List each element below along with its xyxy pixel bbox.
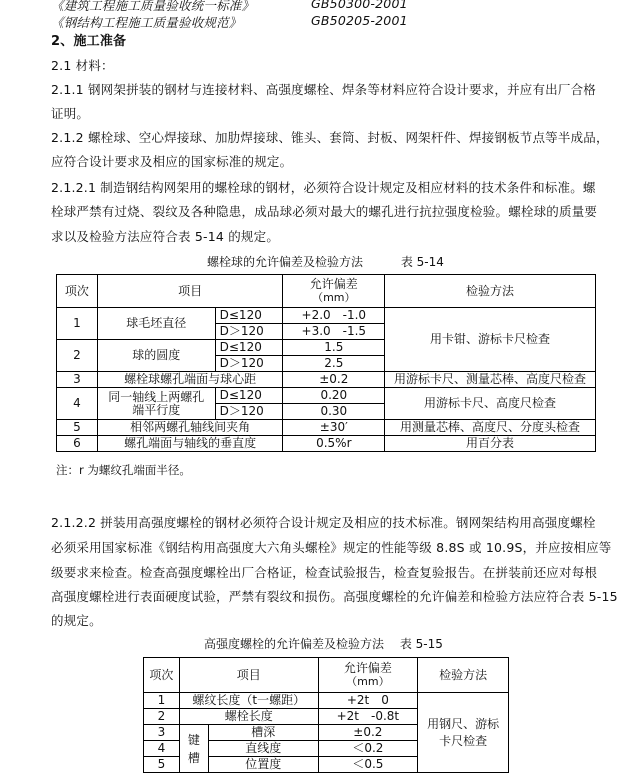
table-row: D＞120 +3.0 -1.5 — [57, 324, 596, 340]
paragraph-2-1-2-2-line1: 2.1.2.2 拼装用高强度螺栓的钢材必须符合设计规定及相应的技术标准。钢网架结构用高强度螺栓 — [51, 515, 596, 530]
paragraph-2-1-2-line2: 应符合设计要求及相应的国家标准的规定。 — [51, 154, 293, 169]
table-row: D＞120 0.30 — [57, 404, 596, 420]
table1-number: 表 5-14 — [400, 255, 444, 269]
table2-header-no: 项次 — [144, 658, 180, 693]
table-row: 1 螺纹长度（t一螺距） +2t 0 用钢尺、游标 卡尺检查 — [144, 693, 509, 709]
table1-header-method: 检验方法 — [385, 275, 596, 308]
table2-header-row — [144, 658, 509, 693]
table-row: 5 相邻两螺孔轴线间夹角 ±30′ 用测量芯棒、高度尺、分度头检查 — [57, 420, 596, 436]
table-row: 2 螺栓长度 +2t -0.8t — [144, 709, 509, 725]
table-row: 6 螺孔端面与轴线的垂直度 0.5%r 用百分表 — [57, 436, 596, 452]
table2-header-method: 检验方法 — [418, 658, 509, 693]
header-standard-2: 《钢结构工程施工质量验收规范》 GB50205-2001 — [51, 13, 408, 30]
table1-note: 注：r 为螺纹孔端面半径。 — [56, 463, 191, 477]
table2-header-tol: 允许偏差 （mm） — [318, 658, 418, 693]
table2-group-keyway: 键 槽 — [179, 725, 208, 773]
header-code-1: GB50300-2001 — [311, 0, 408, 11]
table-row: 3 螺栓球螺孔端面与球心距 ±0.2 用游标卡尺、测量芯棒、高度尺检查 — [57, 372, 596, 388]
table1-caption: 螺栓球的允许偏差及检验方法 表 5-14 — [207, 255, 444, 269]
table-row: 1 球毛坯直径 D≤120 +2.0 -1.0 用卡钳、游标卡尺检查 — [57, 308, 596, 324]
table-row: 4 同一轴线上两螺孔 端平行度 D≤120 0.20 用游标卡尺、高度尺检查 — [57, 388, 596, 404]
table2-caption: 高强度螺栓的允许偏差及检验方法 表 5-15 — [204, 637, 443, 651]
table-row: 4 直线度 ＜0.2 — [144, 741, 509, 757]
paragraph-2-1-2-2-line5: 的规定。 — [51, 613, 102, 628]
table-row: 3 键 槽 槽深 ±0.2 — [144, 725, 509, 741]
paragraph-2-1-2-line1: 2.1.2 螺栓球、空心焊接球、加肋焊接球、锥头、套筒、封板、网架杆件、焊接钢板节点等半成品， — [51, 130, 609, 145]
table-row: 5 位置度 ＜0.5 — [144, 757, 509, 773]
table1-header-tol: 允许偏差 （mm） — [283, 275, 385, 308]
paragraph-2-1-2-1-line2: 栓球严禁有过烧、裂纹及各种隐患，成品球必须对最大的螺孔进行抗拉强度检验。螺栓球的质量要 — [51, 204, 598, 219]
table1-header-row — [57, 275, 596, 308]
table2-header-item: 项目 — [179, 658, 318, 693]
table1-header-item: 项目 — [97, 275, 283, 308]
paragraph-2-1-2-2-line4: 高强度螺栓进行表面硬度试验，严禁有裂纹和损伤。高强度螺栓的允许偏差和检验方法应符合表 5-15 — [51, 589, 618, 604]
table1-header-no: 项次 — [57, 275, 98, 308]
paragraph-2-1-2-1-line3: 求以及检验方法应符合表 5-14 的规定。 — [51, 229, 280, 244]
header-standard-1: 《建筑工程施工质量验收统一标准》 GB50300-2001 — [51, 0, 254, 14]
table2-number: 表 5-15 — [399, 637, 443, 651]
table2-method-cell: 用钢尺、游标 卡尺检查 — [418, 693, 509, 773]
table-5-15 — [143, 657, 509, 773]
table-row: 2 球的圆度 D≤120 1.5 — [57, 340, 596, 356]
paragraph-2-1-2-2-line2: 必须采用国家标准《钢结构用高强度大六角头螺栓》规定的性能等级 8.8S 或 10.9S，并应按相应等 — [51, 540, 612, 555]
paragraph-2-1-1-line2: 证明。 — [51, 106, 90, 121]
paragraph-materials: 2.1 材料： — [51, 58, 114, 73]
table-5-14 — [56, 274, 596, 452]
paragraph-2-1-2-2-line3: 级要求来检查。检查高强度螺栓出厂合格证，检查试验报告，检查复验报告。在拼装前还应对每根 — [51, 565, 598, 580]
header-code-2: GB50205-2001 — [311, 13, 408, 28]
section-title: 2、施工准备 — [51, 34, 127, 49]
paragraph-2-1-2-1-line1: 2.1.2.1 制造钢结构网架用的螺栓球的钢材，必须符合设计规定及相应材料的技术条件和标准。螺 — [51, 180, 596, 195]
paragraph-2-1-1-line1: 2.1.1 钢网架拼装的钢材与连接材料、高强度螺栓、焊条等材料应符合设计要求，并应有出厂合格 — [51, 82, 596, 97]
table-row: D＞120 2.5 — [57, 356, 596, 372]
